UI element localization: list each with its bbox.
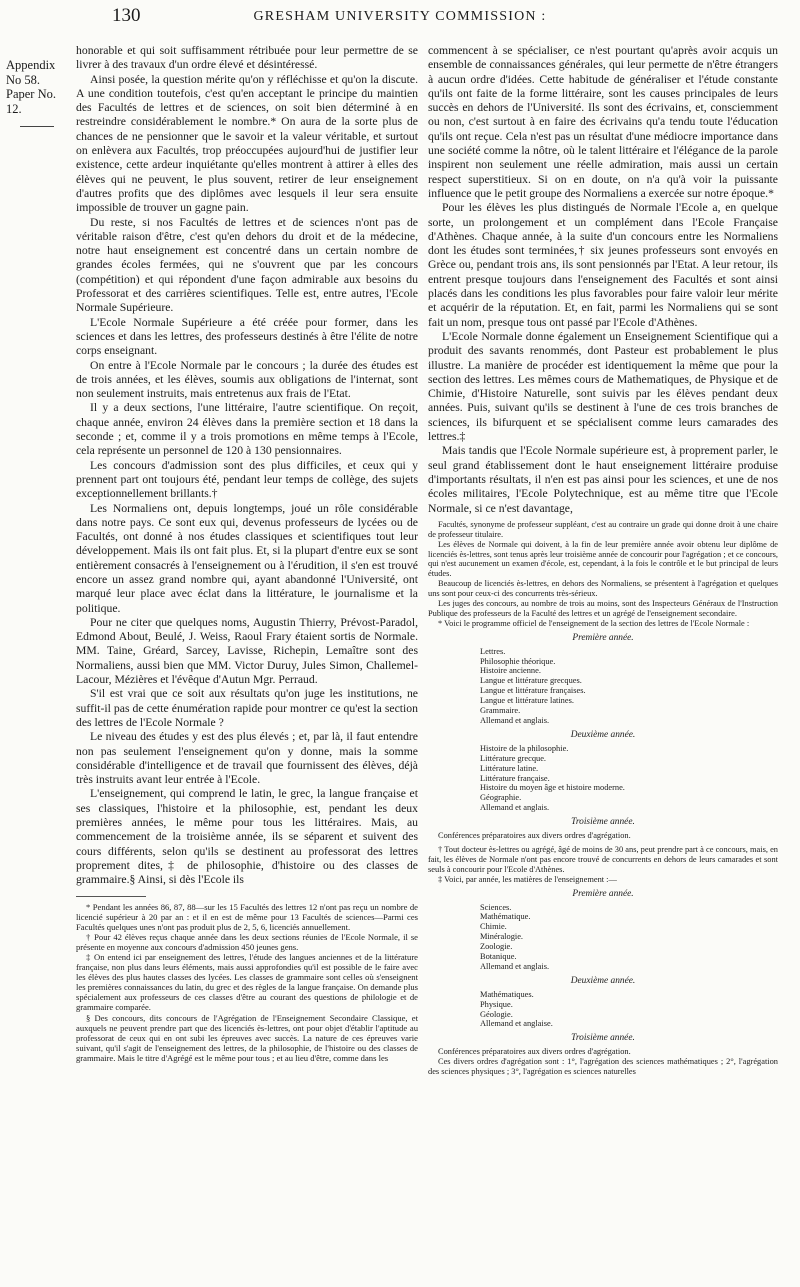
right-footnotes xyxy=(428,520,778,1077)
program-item: Géographie. xyxy=(480,793,522,803)
program-item: Mathématiques. xyxy=(480,989,534,999)
paragraph: L'Ecole Normale donne également un Enseignement Scientifique qui a produit des savants renommés, dont Pasteur est probablement le plus illustre. La manière de procéder est identiquement la même que pour la section des lettres. Les mêmes cours de Mathematiques, de Physique et de Chimie, d'Histoire Naturelle, sont suivis par les élèves pendant deux années. Puis, suivant qu'ils se destinent à l'une de ces trois branches de sciences, ils bifurquent et se spécialisent comme leurs camarades des lettres.‡ xyxy=(428,329,778,444)
paragraph: Ainsi posée, la question mérite qu'on y réfléchisse et qu'on la discute. A une condition toutefois, c'est qu'en acceptant le principe du maintien des Facultés de lettres et de sciences, on soit bien déterminé à en restreindre considérablement le nombre.* On aura de la sorte plus de chances de ne pensionner que le savoir et la valeur véritable, et surtout on enlèvera aux Facultés, trop préoccupées aujourd'hui de justifier leur existence, cette ardeur inquiétante qu'elles montrent à attirer à elles des élèves qui ne peuvent, le plus souvent, retirer de leur enseignement d'autres profits que des diplômes avec lesquels il leur sera ensuite impossible de trouver un gagne pain. xyxy=(76,72,418,215)
science-program xyxy=(428,890,778,1077)
footnote: * Voici le programme officiel de l'enseignement de la section des lettres de l'Ecole Normale : xyxy=(438,618,750,628)
left-footnotes xyxy=(76,896,418,1064)
program-item: Botanique. xyxy=(480,952,517,962)
left-body xyxy=(76,44,418,888)
program-item: Allemand et anglais. xyxy=(480,716,550,726)
program-item: Allemand et anglais. xyxy=(480,961,550,971)
margin-number: No 58. xyxy=(6,72,41,87)
margin-paper: Paper No. 12. xyxy=(6,87,56,116)
margin-rule xyxy=(20,126,54,127)
footnote-separator xyxy=(76,896,146,897)
footnote: * Pendant les années 86, 87, 88—sur les 15 Facultés des lettres 12 n'ont pas reçu un nombre de licencié supérieur à 20 par an : et il en est de même pour 13 Facultés de sciences—Parmi ces Facultés quelques unes n'ont pas produit plus de 2, 5, 6, licenciés annuellement. xyxy=(76,901,418,932)
program-item: Lettres. xyxy=(480,646,506,656)
program-year-title: Troisième année. xyxy=(571,1033,635,1044)
program-item: Physique. xyxy=(480,999,513,1009)
program-item: Allemand et anglais. xyxy=(480,803,550,813)
footnote: ‡ On entend ici par enseignement des lettres, l'étude des langues anciennes et de la littérature française, non plus dans leurs éléments, mais aussi approfondies qu'il est possible de le faire avec les élèves des plus hautes classes des lycées. Les classes de grammaire sont celles où s'enseignent les premières connaissances du latin, du grec et des règles de la langue française. On demande plus spécialement aux professeurs de ces classes d'être au courant des questions de philologie et de grammaire comparée. xyxy=(76,951,418,1013)
right-body xyxy=(428,44,778,516)
program-item: Minéralogie. xyxy=(480,932,524,942)
program-item: Littérature latine. xyxy=(480,763,539,773)
letters-program xyxy=(428,634,778,841)
program-item: Littérature française. xyxy=(480,773,550,783)
footnote: ‡ Voici, par année, les matières de l'enseignement :— xyxy=(438,874,617,884)
paragraph: S'il est vrai que ce soit aux résultats qu'on juge les institutions, ne suffit-il pas de cette énumération rapide pour montrer ce qu'est la section des lettres de l'Ecole Normale ? xyxy=(76,687,418,729)
paragraph: On entre à l'Ecole Normale par le concours ; la durée des études est de trois années, et les élèves, soumis aux obligations de l'internat, sont non seulement instruits, mais entretenus aux frais de l'Etat. xyxy=(76,358,418,401)
running-title: GRESHAM UNIVERSITY COMMISSION : xyxy=(253,9,547,24)
program-item: Allemand et anglaise. xyxy=(480,1019,553,1029)
left-column xyxy=(76,44,418,1063)
footnote: † Tout docteur ès-lettres ou agrégé, âgé de moins de 30 ans, peut prendre part à ce concours, mais, en fait, les élèves de Normale n'ont pas encore trouvé de concurrents en dehors de leurs camarades et sont seuls à concourir pour l'Ecole d'Athènes. xyxy=(428,844,778,874)
margin-note xyxy=(6,58,68,127)
program-item: Histoire du moyen âge et histoire moderne. xyxy=(480,783,625,793)
program-item: Langue et littérature grecques. xyxy=(480,676,582,686)
footnote: Les élèves de Normale qui doivent, à la fin de leur première année avoir obtenu leur diplôme de licenciés ès-lettres, sont tenus après leur troisième année de concourir pour l'agrégation ; et ce concours, qui n'est aucunement un examen d'école, est, cependant, à la fois le contrôle et le but principal de leurs études. xyxy=(428,539,778,579)
program-item: Zoologie. xyxy=(480,942,513,952)
paragraph: Le niveau des études y est des plus élevés ; et, par là, il faut entendre non pas seulement l'enseignement qu'on y donne, mais la somme considérable d'intelligence et de travail que fournissent des élèves, déjà très instruits avant leur entrée à l'Ecole. xyxy=(76,730,418,787)
paragraph: Les concours d'admission sont des plus difficiles, et ceux qui y prennent part ont toujours été, pendant leur temps de collège, des sujets exceptionnellement brillants.† xyxy=(76,458,418,501)
program-item: Langue et littérature latines. xyxy=(480,696,574,706)
program-line: Conférences préparatoires aux divers ordres d'agrégation. xyxy=(438,831,631,841)
footnote: Beaucoup de licenciés ès-lettres, en dehors des Normaliens, se présentent à l'agrégation et quelques uns sont pour ceux-ci des concurrents très-sérieux. xyxy=(428,579,778,599)
paragraph: Il y a deux sections, l'une littéraire, l'autre scientifique. On reçoit, chaque année, environ 24 élèves dans la première section et 18 dans la seconde ; et, comme il y a trois promotions en même temps à l'Ecole, cela représente un personnel de 120 à 130 pensionnaires. xyxy=(76,401,418,458)
program-item: Sciences. xyxy=(480,902,512,912)
page-number: 130 xyxy=(112,5,141,26)
paragraph: L'Ecole Normale Supérieure a été créée pour former, dans les sciences et dans les lettres, des professeurs destinés à être l'élite de notre corps enseignant. xyxy=(76,315,418,358)
program-year-title: Deuxième année. xyxy=(570,975,636,986)
program-item: Grammaire. xyxy=(480,706,521,716)
program-item: Philosophie théorique. xyxy=(480,656,556,666)
paragraph: L'enseignement, qui comprend le latin, le grec, la langue française et ses classiques, l'histoire et la philosophie, est, pendant les deux premières années, le même pour tous les littéraires. Mais, au commencement de la troisième année, ils se séparent et suivent des cours différents, selon qu'ils se destinent au professorat des lettres proprement dites,‡ de philosophie, d'histoire ou des classes de grammaire.§ Ainsi, si dès l'Ecole ils xyxy=(76,787,418,887)
program-line: Conférences préparatoires aux divers ordres d'agrégation. xyxy=(438,1047,631,1057)
paragraph: commencent à se spécialiser, ce n'est pourtant qu'après avoir acquis un ensemble de connaissances générales, qui leur permette de n'être étrangers à aucun ordre d'idées. Cette habitude de généraliser et l'étude constante qu'ils ont faite de la forme littéraire, sont les causes principales de leurs succès en dehors de l'Université. Ils sont des écrivains, et, consciemment ou non, c'est surtout à en faire des écrivains qu'a tendu toute l'éducation qu'ils ont reçue. Cela n'est pas un résultat d'une médiocre importance dans une société comme la nôtre, où le talent littéraire et l'élégance de la parole inspirent non seulement une réelle admiration, mais aussi un certain respect superstitieux. Si on en doute, on n'a qu'à voir la puissante influence que le petit groupe des Normaliens a exercée sur notre époque.* xyxy=(428,44,778,200)
page-header xyxy=(0,5,800,31)
footnote: † Pour 42 élèves reçus chaque année dans les deux sections réunies de l'Ecole Normale, il se présente en moyenne aux concours d'admission 450 jeunes gens. xyxy=(76,931,418,952)
paragraph: honorable et qui soit suffisamment rétribuée pour leur permettre de se livrer à des travaux d'un ordre élevé et désintéressé. xyxy=(76,44,418,72)
paragraph: Du reste, si nos Facultés de lettres et de sciences n'ont pas de véritable raison d'être, c'est qu'en dehors du droit et de la médecine, notre haut enseignement est concentré dans un certain nombre de grandes écoles fermées, qui ne s'ouvrent que par les concours (compétition) et qui répondent d'une façon admirable aux besoins du Professorat et des carrières scientifiques. Telle est, entre autres, l'Ecole Normale Supérieure. xyxy=(76,215,418,315)
paragraph: Les Normaliens ont, depuis longtemps, joué un rôle considérable dans notre pays. Ce sont eux qui, devenus professeurs de lycées ou de Facultés, ont donné à nos études classiques et scientifiques tout leur développement. Mais ils ont fait plus. Et, si la plupart d'entre eux se sont entièrement consacrés à l'enseignement ou à l'érudition, il s'en est trouvé encore un assez grand nombre qui, ayant abandonné l'Université, ont marqué leur place avec éclat dans la littérature, le journalisme et la politique. xyxy=(76,501,418,615)
program-item: Langue et littérature françaises. xyxy=(480,686,586,696)
program-year-title: Première année. xyxy=(572,632,634,643)
program-item: Littérature grecque. xyxy=(480,753,547,763)
footnote: Les juges des concours, au nombre de trois au moins, sont des Inspecteurs Généraux de l'Instruction Publique des professeurs de la Faculté des lettres et un agrégé de l'enseignement secondaire. xyxy=(428,599,778,618)
program-year-title: Deuxième année. xyxy=(570,729,636,740)
paragraph: Pour ne citer que quelques noms, Augustin Thierry, Prévost-Paradol, Edmond About, Beulé, J. Weiss, Raoul Frary étaient sortis de Normale. MM. Taine, Gréard, Sarcey, Lavisse, Richepin, Lemaître sont des Normaliens, aussi bien que MM. Victor Duruy, Jules Simon, Challemel-Lacour, Mézières et l'évêque d'Autun Mgr. Perraud. xyxy=(76,615,418,687)
program-year-title: Première année. xyxy=(572,888,634,899)
program-year-title: Troisième année. xyxy=(571,817,635,828)
paragraph: Pour les élèves les plus distingués de Normale l'Ecole a, en quelque sorte, un prolongement et un complément dans l'Ecole Française d'Athènes. Chaque année, à la suite d'un concours entre les Normaliens dont les études sont terminées,† six jeunes professeurs sont envoyés en Grèce ou, pendant trois ans, ils sont pensionnés par l'Etat. A leur retour, ils entrent presque toujours dans l'enseignement des Facultés et sont ainsi placés dans les conditions les plus favorables pour faire valoir leur mérite et acquérir de la réputation. Et, en fait, parmi les Normaliens qui se sont fait un nom, presque tous ont passé par l'Ecole d'Athènes. xyxy=(428,201,778,329)
program-closing: Ces divers ordres d'agrégation sont : 1°, l'agrégation des sciences mathématiques ; 2°, l'agrégation des sciences physiques ; 3°, l'agrégation es sciences naturelles xyxy=(428,1057,778,1077)
program-item: Histoire de la philosophie. xyxy=(480,743,569,753)
program-item: Chimie. xyxy=(480,922,507,932)
footnote: Facultés, synonyme de professeur suppléant, c'est au contraire un grade qui donne droit à une chaire de professeur titulaire. xyxy=(428,519,778,539)
margin-appendix: Appendix xyxy=(6,58,56,72)
program-item: Géologie. xyxy=(480,1009,513,1019)
right-column xyxy=(428,44,778,1077)
paragraph: Mais tandis que l'Ecole Normale supérieure est, à proprement parler, le seul grand établissement dont le haut enseignement littéraire produise d'importants résultats, il n'en est pas ainsi pour les sciences, et une de nos écoles militaires, l'Ecole Polytechnique, est au même titre que l'Ecole Normale, si ce n'est davantage, xyxy=(428,444,778,515)
footnote: § Des concours, dits concours de l'Agrégation de l'Enseignement Secondaire Classique, et auxquels ne peuvent prendre part que des licenciés ès-lettres, ont pour objet d'établir l'aptitude au professorat de ceux qui en ont subi les épreuves avec succès. La nature de ces épreuves varie suivant, qu'il s'agit de l'enseignement des lettres, de la philosophie, de l'histoire ou des classes de grammaire. Mais le titre d'Agrégé est le même pour tous ; et au lieu d'être, comme dans les xyxy=(76,1012,418,1063)
program-item: Mathématique. xyxy=(480,912,531,922)
program-item: Histoire ancienne. xyxy=(480,666,541,676)
